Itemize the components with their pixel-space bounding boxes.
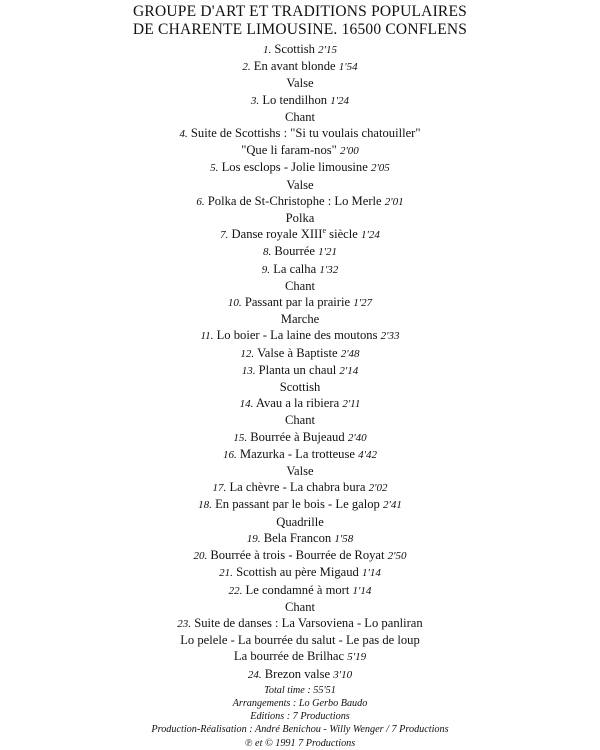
track-title: Planta un chaul [258,362,337,377]
track-duration: 2'33 [380,330,400,343]
track-line [0,243,600,260]
track-line [0,58,600,75]
track-number: 16. [223,448,237,461]
track-number: 18. [198,499,212,512]
track-duration: 1'21 [318,246,337,259]
track-duration: 1'14 [361,567,381,580]
production: Production-Réalisation : André Benichou - Willy Wenger / 7 Productions [151,724,449,736]
track-title-superscript: e [322,226,327,236]
genre-label: Chant [284,599,316,614]
track-line [0,632,600,648]
track-duration: 2'48 [340,347,360,360]
track-title: Passant par la prairie [244,295,351,310]
track-line [0,395,600,412]
track-line [0,193,600,210]
track-number: 24. [247,668,262,681]
track-number: 17. [212,482,227,495]
track-title: Scottish [274,42,315,56]
track-number: 22. [228,584,243,597]
genre-label: Quadrille [276,514,324,529]
track-title: Brezon valse [264,666,331,681]
track-duration: 2'41 [382,499,402,512]
track-title: La calha [273,261,317,276]
track-duration: 1'27 [353,297,373,310]
genre-label: Valse [286,76,314,91]
copyright: ℗ et © 1991 7 Productions [244,737,356,749]
track-title: "Que li faram-nos" [241,143,337,158]
track-duration: 1'58 [334,532,354,545]
track-line [0,666,600,683]
track-number: 2. [242,61,251,74]
track-list [0,41,600,683]
track-duration: 2'40 [347,431,367,444]
track-duration: 2'14 [339,364,359,377]
track-line [0,446,600,463]
genre-label: Scottish [279,380,321,395]
track-line [0,226,600,243]
track-title: En avant blonde [253,59,336,74]
track-line [0,582,600,599]
track-title: Suite de Scottishs : "Si tu voulais chatouiller" [190,126,421,141]
track-line [0,547,600,564]
track-line [0,530,600,547]
track-number: 10. [227,297,242,310]
track-title: Bela Francon [263,530,332,545]
track-title: Avau a la ribiera [255,396,340,411]
genre-label: Chant [284,109,316,124]
track-duration: 2'11 [342,398,361,411]
track-number: 9. [261,263,271,276]
track-duration: 2'01 [384,195,404,208]
credits [0,684,600,750]
track-duration: 1'54 [338,61,358,74]
track-title: Lo pelele - La bourrée du salut - Le pas de loup [180,633,420,648]
track-line [0,429,600,446]
track-line [0,615,600,632]
genre-label: Chant [284,278,316,293]
track-duration: 2'15 [318,44,337,56]
track-title: Danse royale XIII [231,227,323,242]
track-duration: 2'05 [370,162,390,175]
track-title: Bourrée [274,244,315,259]
track-number: 6. [196,195,205,208]
track-number: 5. [210,162,219,175]
track-number: 20. [193,550,208,563]
track-number: 15. [233,431,248,444]
genre-label: Marche [280,312,320,327]
track-line [0,294,600,311]
track-number: 21. [219,567,233,580]
track-title-continued: siècle [326,227,358,242]
editions: Editions : 7 Productions [250,711,350,723]
track-number: 12. [240,347,255,360]
track-line [0,261,600,278]
track-number: 8. [263,246,272,259]
arrangements: Arrangements : Lo Gerbo Baudo [232,697,368,709]
track-number: 19. [246,532,261,545]
track-title: La chèvre - La chabra bura [229,480,366,495]
track-number: 4. [179,128,188,141]
total-time: Total time : 55'51 [264,684,336,696]
track-title: La bourrée de Brilhac [233,649,345,664]
track-duration: 1'14 [352,584,372,597]
track-title: Los esclops - Jolie limousine [221,160,368,175]
track-title: Suite de danses : La Varsoviena - Lo panliran [194,615,423,630]
track-title: Polka de St-Christophe : Lo Merle [207,193,382,208]
track-duration: 1'24 [361,229,380,242]
genre-label: Valse [286,177,314,192]
track-number: 11. [200,330,214,343]
track-line [0,496,600,513]
track-line [0,41,600,58]
track-duration: 3'10 [333,668,353,681]
track-title: Scottish au père Migaud [236,565,359,580]
track-number: 13. [241,364,256,377]
header-line-2: DE CHARENTE LIMOUSINE. 16500 CONFLENS [132,21,468,38]
genre-label: Polka [285,211,315,226]
track-number: 1. [262,44,272,56]
track-title: Valse à Baptiste [257,345,338,360]
track-line [0,142,600,159]
track-line [0,159,600,176]
track-line [0,345,600,362]
track-title: Le condamné à mort [245,582,350,597]
track-title: Lo tendilhon [262,92,328,107]
track-line [0,327,600,344]
track-title: En passant par le bois - Le galop [215,497,380,512]
genre-label: Chant [284,413,316,428]
track-number: 23. [177,617,192,630]
track-duration: 1'24 [330,94,350,107]
track-number: 7. [220,229,229,242]
track-duration: 4'42 [358,448,377,461]
track-line [0,125,600,142]
track-duration: 1'32 [319,263,339,276]
track-number: 14. [239,398,254,411]
track-line [0,564,600,581]
track-title: Mazurka - La trotteuse [239,446,355,461]
track-duration: 2'02 [368,482,388,495]
track-line [0,92,600,109]
genre-label: Valse [286,464,314,479]
track-line [0,479,600,496]
header-line-1: GROUPE D'ART ET TRADITIONS POPULAIRES [133,3,467,20]
track-duration: 2'00 [339,145,359,158]
header [0,3,600,39]
track-title: Bourrée à Bujeaud [250,429,345,444]
track-title: Lo boier - La laine des moutons [216,328,378,343]
track-duration: 2'50 [387,550,407,563]
track-title: Bourrée à trois - Bourrée de Royat [210,548,385,563]
track-line [0,362,600,379]
track-number: 3. [250,94,260,107]
track-duration: 5'19 [347,651,367,664]
track-line [0,648,600,665]
